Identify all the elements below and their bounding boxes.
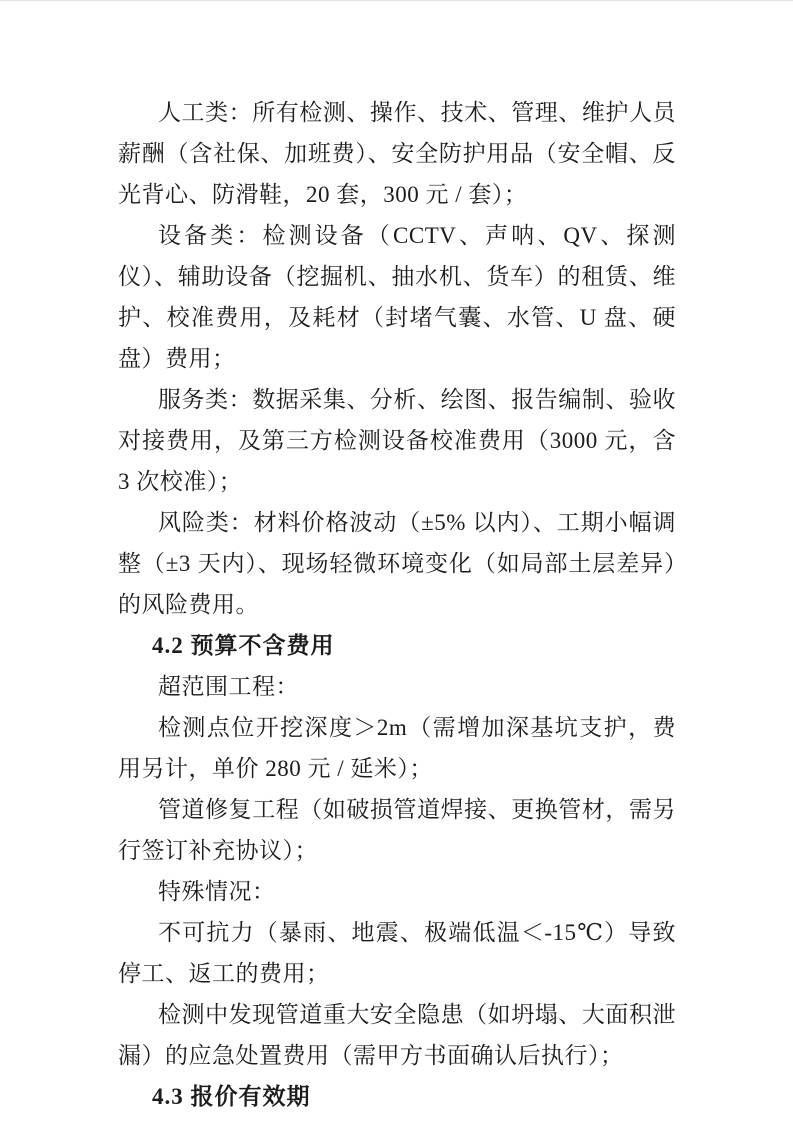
paragraph-force-majeure-costs: 不可抗力（暴雨、地震、极端低温＜-15℃）导致停工、返工的费用； xyxy=(118,920,676,986)
heading-4-3-quote-validity: 4.3 报价有效期 xyxy=(152,1084,311,1109)
paragraph-risk-class: 风险类：材料价格波动（±5% 以内）、工期小幅调整（±3 天内）、现场轻微环境变化（如局部土层差异）的风险费用。 xyxy=(118,510,676,617)
paragraph-special-cases-label: 特殊情况： xyxy=(158,879,276,904)
paragraph-out-of-scope-works-label: 超范围工程： xyxy=(158,674,299,699)
paragraph-equipment-class: 设备类：检测设备（CCTV、声呐、QV、探测仪）、辅助设备（挖掘机、抽水机、货车）的租赁、维护、校准费用，及耗材（封堵气囊、水管、U 盘、硬盘）费用； xyxy=(118,223,676,371)
paragraph-pipeline-repair-works: 管道修复工程（如破损管道焊接、更换管材，需另行签订补充协议）； xyxy=(118,797,676,863)
paragraph-service-class: 服务类：数据采集、分析、绘图、报告编制、验收对接费用，及第三方检测设备校准费用（3000 元，含 3 次校准）； xyxy=(118,387,676,494)
paragraph-major-safety-hazard-costs: 检测中发现管道重大安全隐患（如坍塌、大面积泄漏）的应急处置费用（需甲方书面确认后执行）； xyxy=(118,1002,676,1068)
heading-4-2-budget-exclusions: 4.2 预算不含费用 xyxy=(152,633,335,658)
paragraph-labor-class: 人工类：所有检测、操作、技术、管理、维护人员薪酬（含社保、加班费）、安全防护用品（安全帽、反光背心、防滑鞋，20 套，300 元 / 套）； xyxy=(118,100,676,207)
paragraph-excavation-depth-extra-cost: 检测点位开挖深度＞2m（需增加深基坑支护，费用另计，单价 280 元 / 延米）； xyxy=(118,715,676,781)
